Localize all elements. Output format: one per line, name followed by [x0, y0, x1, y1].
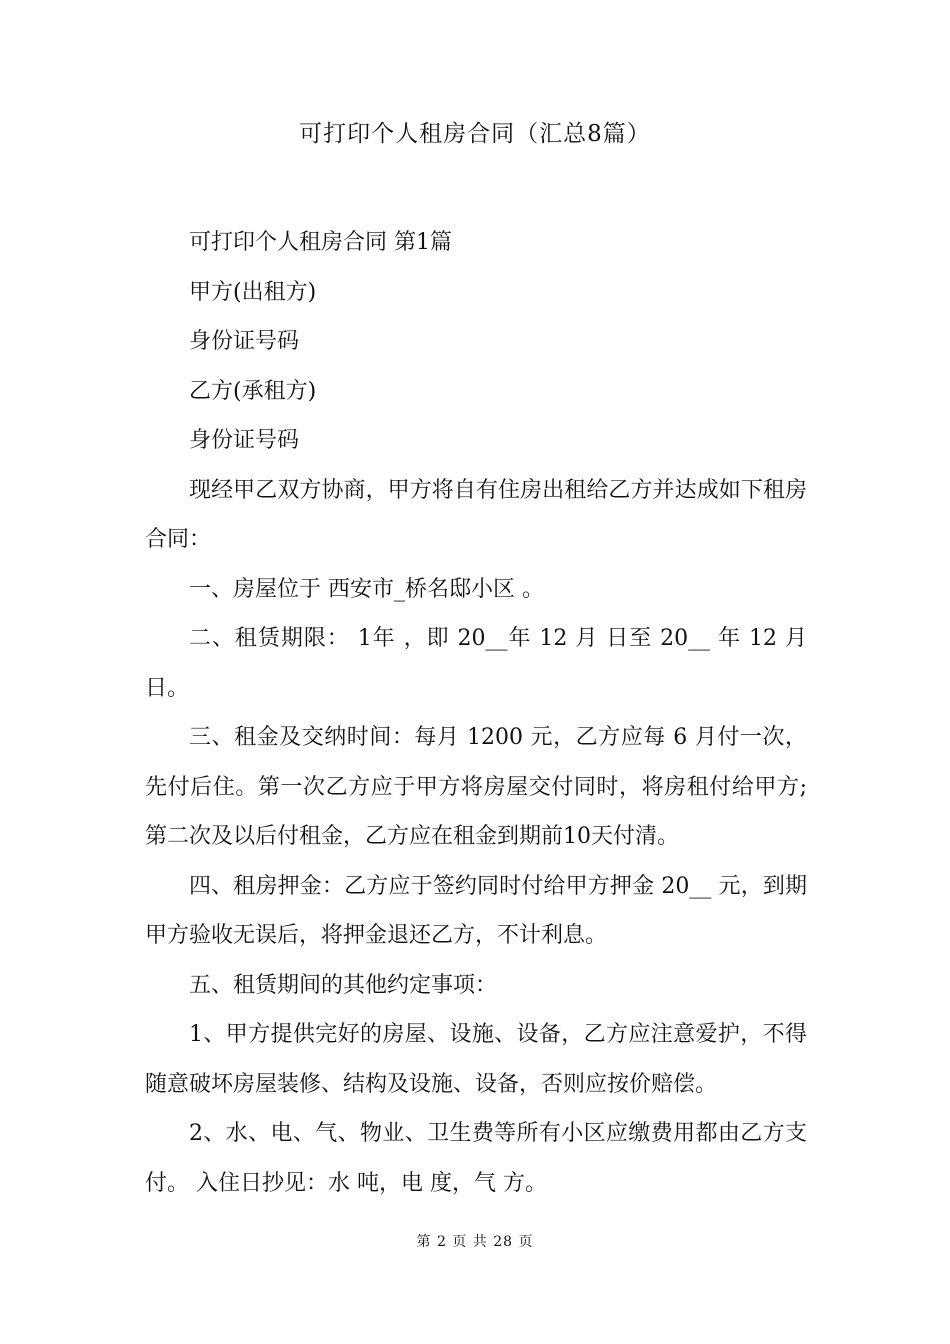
document-title: 可打印个人租房合同（汇总8篇） — [299, 121, 651, 147]
clause-rent: 三、租金及交纳时间：每月 1200 元，乙方应每 6 月付一次，先付后住。第一次乙方应于甲方将房屋交付同时，将房租付给甲方;第二次及以后付租金，乙方应在租金到期前10天付清。 — [145, 725, 807, 849]
party-b-label: 乙方(承租方) — [189, 378, 317, 404]
clause-other-heading: 五、租赁期间的其他约定事项： — [189, 972, 498, 998]
clause-location: 一、房屋位于 西安市_桥名邸小区 。 — [189, 576, 544, 602]
clause-term: 二、租赁期限： 1年 ，即 20__年 12 月 日至 20__ 年 12 月 日。 — [145, 626, 807, 701]
party-a-id-label: 身份证号码 — [189, 329, 300, 354]
document-body — [145, 218, 807, 1208]
party-a-label: 甲方(出租方) — [189, 279, 317, 305]
clause-other-item-2: 2、水、电、气、物业、卫生费等所有小区应缴费用都由乙方支付。 入住日抄见：水 吨，电 度，气 方。 — [145, 1121, 807, 1196]
clause-other-item-1: 1、甲方提供完好的房屋、设施、设备，乙方应注意爱护，不得随意破坏房屋装修、结构及设施、设备，否则应按价赔偿。 — [145, 1022, 807, 1097]
contract-intro: 现经甲乙双方协商，甲方将自有住房出租给乙方并达成如下租房合同： — [145, 477, 807, 552]
section-heading: 可打印个人租房合同 第1篇 — [189, 230, 452, 255]
page-footer: 第 2 页 共 28 页 — [416, 1234, 534, 1250]
clause-deposit: 四、租房押金：乙方应于签约同时付给甲方押金 20__ 元，到期甲方验收无误后，将押金退还乙方，不计利息。 — [145, 873, 807, 948]
party-b-id-label: 身份证号码 — [189, 428, 300, 453]
